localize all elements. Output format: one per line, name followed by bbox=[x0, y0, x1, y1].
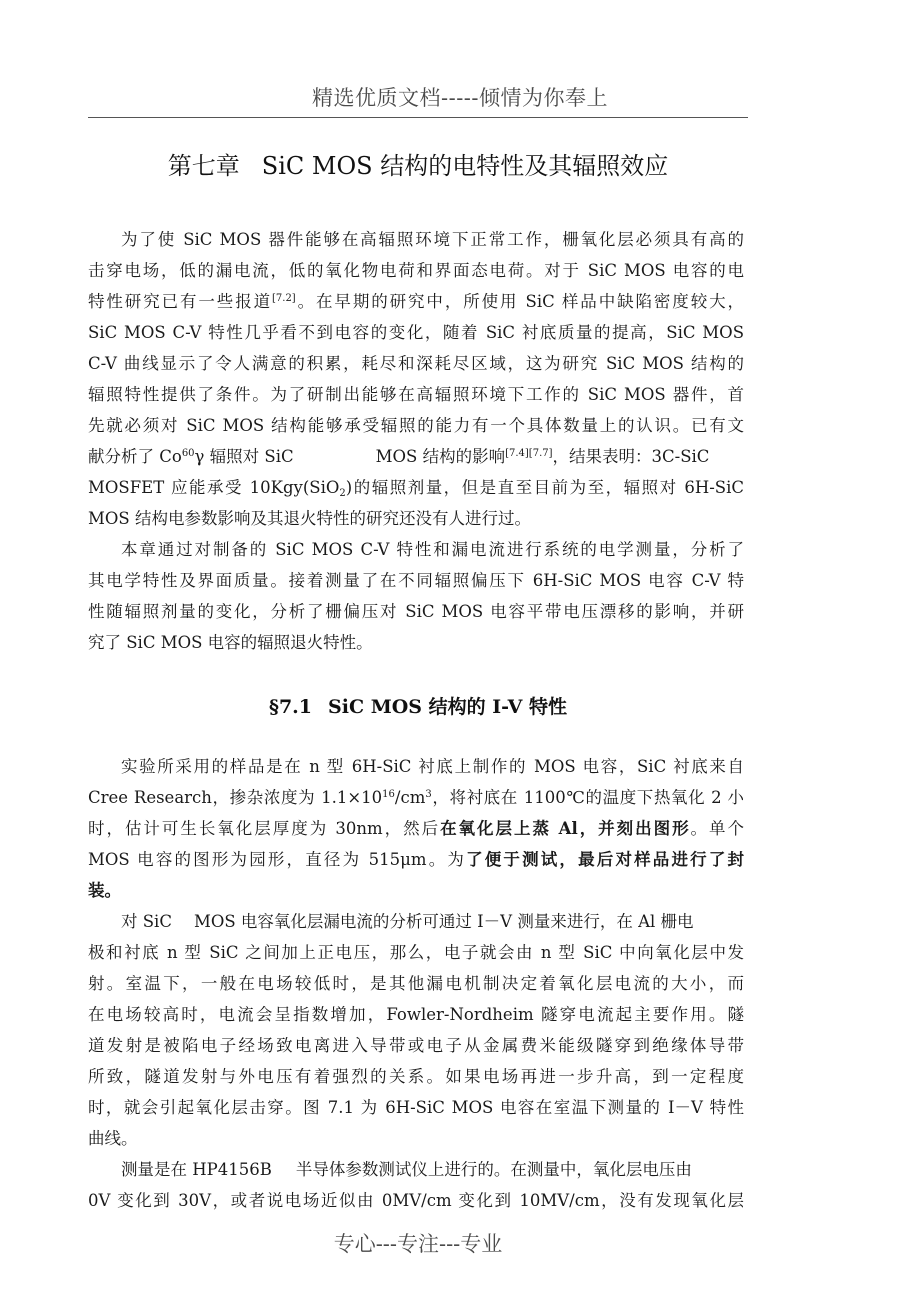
text-line: 射。室温下，一般在电场较低时，是其他漏电机制决定着氧化层电流的大小，而 bbox=[88, 974, 744, 993]
header-divider bbox=[88, 117, 748, 118]
paragraph-intro bbox=[88, 224, 744, 534]
text-line: 特性研究已有一些报道[7.2]。在早期的研究中，所使用 SiC 样品中缺陷密度较大， bbox=[88, 292, 744, 311]
text-line: SiC MOS C-V 特性几乎看不到电容的变化，随着 SiC 衬底质量的提高，SiC MOS bbox=[88, 323, 744, 342]
section-title-text: SiC MOS 结构的 I-V 特性 bbox=[328, 696, 567, 718]
bold-text: 在氧化层上蒸 Al，并刻出图形 bbox=[440, 819, 691, 838]
text-line: C-V 曲线显示了令人满意的积累，耗尽和深耗尽区域，这为研究 SiC MOS 结构的 bbox=[88, 354, 744, 373]
text-line: MOSFET 应能承受 10Kgy(SiO$_2$)的辐照剂量，但是直至目前为至，辐照对 6H-SiC bbox=[88, 478, 744, 499]
paragraph-measurement bbox=[88, 1154, 744, 1216]
text-line: 本章通过对制备的 SiC MOS C-V 特性和漏电流进行系统的电学测量，分析了 bbox=[121, 540, 744, 559]
paragraph-sample bbox=[88, 751, 744, 906]
text-line: Cree Research，掺杂浓度为 $1.1\times 10^{16}/cm^3$，将衬底在 1100℃的温度下热氧化 2 小 bbox=[88, 788, 744, 807]
text-line: 性随辐照剂量的变化，分析了栅偏压对 SiC MOS 电容平带电压漂移的影响，并研 bbox=[88, 602, 744, 621]
text-line: 所致，隧道发射与外电压有着强烈的关系。如果电场再进一步升高，到一定程度 bbox=[88, 1067, 744, 1086]
text-line: 为了使 SiC MOS 器件能够在高辐照环境下正常工作，栅氧化层必须具有高的 bbox=[121, 230, 744, 249]
text-line bbox=[88, 875, 744, 906]
text-line: 对 SiC MOS 电容氧化层漏电流的分析可通过 I－V 测量来进行，在 Al 栅电 bbox=[121, 912, 694, 931]
paragraph-overview bbox=[88, 534, 744, 658]
chapter-title bbox=[0, 146, 836, 181]
text-line: 辐照特性提供了条件。为了研制出能够在高辐照环境下工作的 SiC MOS 器件，首 bbox=[88, 385, 744, 404]
text-line: 献分析了 Co$^{60}$γ 辐照对 SiC MOS 结构的影响[7.4][7.7]，结果表明：3C-SiC bbox=[88, 447, 710, 466]
text-line: 极和衬底 n 型 SiC 之间加上正电压，那么，电子就会由 n 型 SiC 中向氧化层中发 bbox=[88, 943, 744, 962]
text-line: 时，就会引起氧化层击穿。图 7.1 为 6H-SiC MOS 电容在室温下测量的 I－V 特性 bbox=[88, 1098, 744, 1117]
text-line: 先就必须对 SiC MOS 结构能够承受辐照的能力有一个具体数量上的认识。已有文 bbox=[88, 416, 744, 435]
citation: [7.4][7.7] bbox=[505, 448, 553, 459]
text-line: 时，估计可生长氧化层厚度为 30nm，然后在氧化层上蒸 Al，并刻出图形。单个 bbox=[88, 819, 744, 838]
text-line: MOS 电容的图形为园形，直径为 515μm。为了便于测试，最后对样品进行了封 bbox=[88, 850, 744, 869]
chapter-title-text: SiC MOS 结构的电特性及其辐照效应 bbox=[261, 152, 669, 180]
text-line: 实验所采用的样品是在 n 型 6H-SiC 衬底上制作的 MOS 电容，SiC 衬底来自 bbox=[121, 757, 744, 776]
chapter-number: 第七章 bbox=[167, 152, 240, 180]
text-line: 击穿电场，低的漏电流，低的氧化物电荷和界面态电荷。对于 SiC MOS 电容的电 bbox=[88, 261, 744, 280]
text-line: 在电场较高时，电流会呈指数增加，Fowler-Nordheim 隧穿电流起主要作用。隧 bbox=[88, 1005, 744, 1024]
section-title bbox=[0, 692, 836, 719]
section-number: §7.1 bbox=[269, 696, 313, 718]
text-line: 0V 变化到 30V，或者说电场近似由 0MV/cm 变化到 10MV/cm，没有发现氧化层 bbox=[88, 1191, 744, 1210]
text-line: 其电学特性及界面质量。接着测量了在不同辐照偏压下 6H-SiC MOS 电容 C-V 特 bbox=[88, 571, 744, 590]
bold-text: 装。 bbox=[88, 881, 121, 900]
text-line: 究了 SiC MOS 电容的辐照退火特性。 bbox=[88, 633, 373, 652]
text-line: 道发射是被陷电子经场致电离进入导带或电子从金属费米能级隧穿到绝缘体导带 bbox=[88, 1036, 744, 1055]
bold-text: 了便于测试，最后对样品进行了封 bbox=[466, 850, 744, 869]
text-line: 曲线。 bbox=[88, 1129, 138, 1148]
paragraph-leakage bbox=[88, 906, 744, 1154]
citation: [7.2] bbox=[272, 293, 296, 304]
text-line: 测量是在 HP4156B 半导体参数测试仪上进行的。在测量中，氧化层电压由 bbox=[121, 1160, 692, 1179]
page-footer: 专心---专注---专业 bbox=[333, 1232, 503, 1256]
text-line: MOS 结构电参数影响及其退火特性的研究还没有人进行过。 bbox=[88, 509, 531, 528]
page-header: 精选优质文档-----倾情为你奉上 bbox=[312, 86, 608, 110]
